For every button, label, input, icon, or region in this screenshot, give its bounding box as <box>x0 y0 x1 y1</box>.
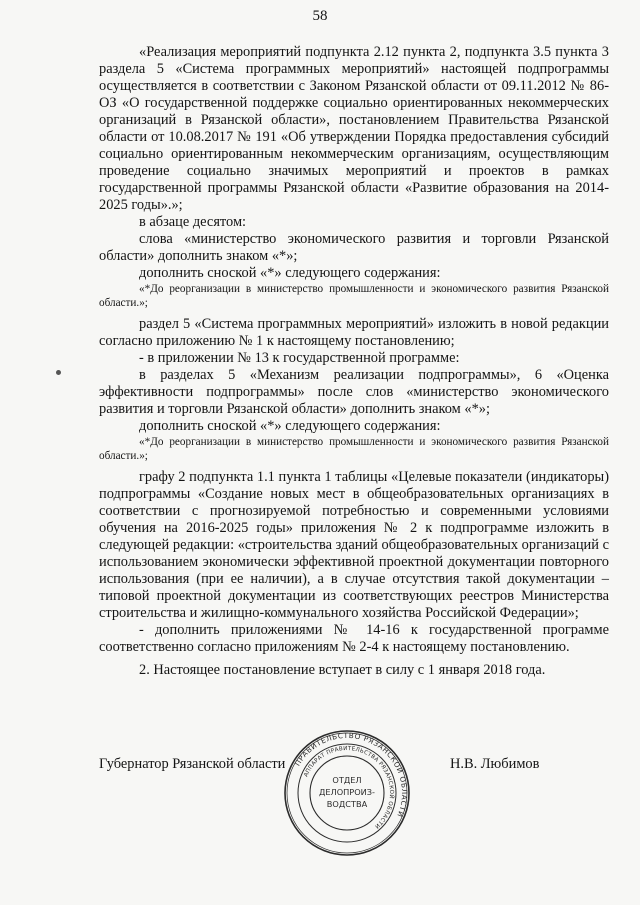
stamp-center-line-1: ОТДЕЛ <box>332 775 362 785</box>
paragraph-appendix-13: - в приложении № 13 к государственной программе: <box>139 350 460 366</box>
footnote-text: «*До реорганизации в министерство промышленности и экономического развития Рязанской области.»; <box>99 283 609 309</box>
signatory-name: Н.В. Любимов <box>450 756 540 772</box>
paragraph-add-footnote: дополнить сноской «*» следующего содержания: <box>139 265 441 281</box>
official-stamp <box>282 728 412 858</box>
footnote-text-2: «*До реорганизации в министерство промышленности и экономического развития Рязанской области.»; <box>99 436 609 462</box>
stamp-center-line-3: ВОДСТВА <box>326 799 368 809</box>
stamp-inner-ring-text: АППАРАТ ПРАВИТЕЛЬСТВА РЯЗАНСКОЙ ОБЛАСТИ <box>303 745 395 830</box>
paragraph-words-ministry: слова «министерство экономического развития и торговли Рязанской области» дополнить знаком «*»; <box>99 231 609 264</box>
document-body <box>99 44 609 679</box>
stamp-outer-ring-text: ПРАВИТЕЛЬСТВО РЯЗАНСКОЙ ОБЛАСТИ <box>292 730 410 819</box>
paragraph-section-5: раздел 5 «Система программных мероприятий» изложить в новой редакции согласно приложению № 1 к настоящему постановлению; <box>99 316 609 349</box>
paragraph-sections-5-6: в разделах 5 «Механизм реализации подпрограммы», 6 «Оценка эффективности подпрограммы» после слов «министерство экономического развития и торговли Рязанской области» дополнить знаком «*»; <box>99 367 609 417</box>
stamp-center-line-2: ДЕЛОПРОИЗ- <box>318 787 376 797</box>
margin-dot <box>56 370 61 375</box>
paragraph-column-2: графу 2 подпункта 1.1 пункта 1 таблицы «Целевые показатели (индикаторы) подпрограммы «Создание новых мест в общеобразовательных организациях в соответствии с прогнозируемой потребностью и современными условиями обучения на 2016-2025 годы» приложения № 2 к подпрограмме изложить в следующей редакции: «строительства зданий общеобразовательных организаций с использованием экономически эффективной проектной документации повторного использования (при ее наличии), а в случае отсутствия такой документации – типовой проектной документации из соответствующих реестров Министерства строительства и жилищно-коммунального хозяйства Российской Федерации»; <box>99 469 609 621</box>
paragraph-add-appendices: - дополнить приложениями № 14-16 к государственной программе соответственно согласно приложениям № 2-4 к настоящему постановлению. <box>99 622 609 655</box>
paragraph-tenth-indent: в абзаце десятом: <box>139 214 247 230</box>
paragraph-effective-date: 2. Настоящее постановление вступает в силу с 1 января 2018 года. <box>139 662 546 678</box>
paragraph-implementation: «Реализация мероприятий подпункта 2.12 пункта 2, подпункта 3.5 пункта 3 раздела 5 «Система программных мероприятий» настоящей подпрограммы осуществляется в соответствии с Законом Рязанской области от 09.11.2012 № 86-ОЗ «О государственной поддержке социально ориентированных некоммерческих организаций в Рязанской области», постановлением Правительства Рязанской области от 10.08.2017 № 191 «Об утверждении Порядка предоставления субсидий социально ориентированным некоммерческим организациям, осуществляющим проведение социально значимых мероприятий и проектов в рамках государственной программы Рязанской области «Развитие образования на 2014-2025 годы».»; <box>99 44 609 213</box>
paragraph-add-footnote-2: дополнить сноской «*» следующего содержания: <box>139 418 441 434</box>
page-number: 58 <box>312 8 328 24</box>
signatory-position: Губернатор Рязанской области <box>99 756 286 772</box>
